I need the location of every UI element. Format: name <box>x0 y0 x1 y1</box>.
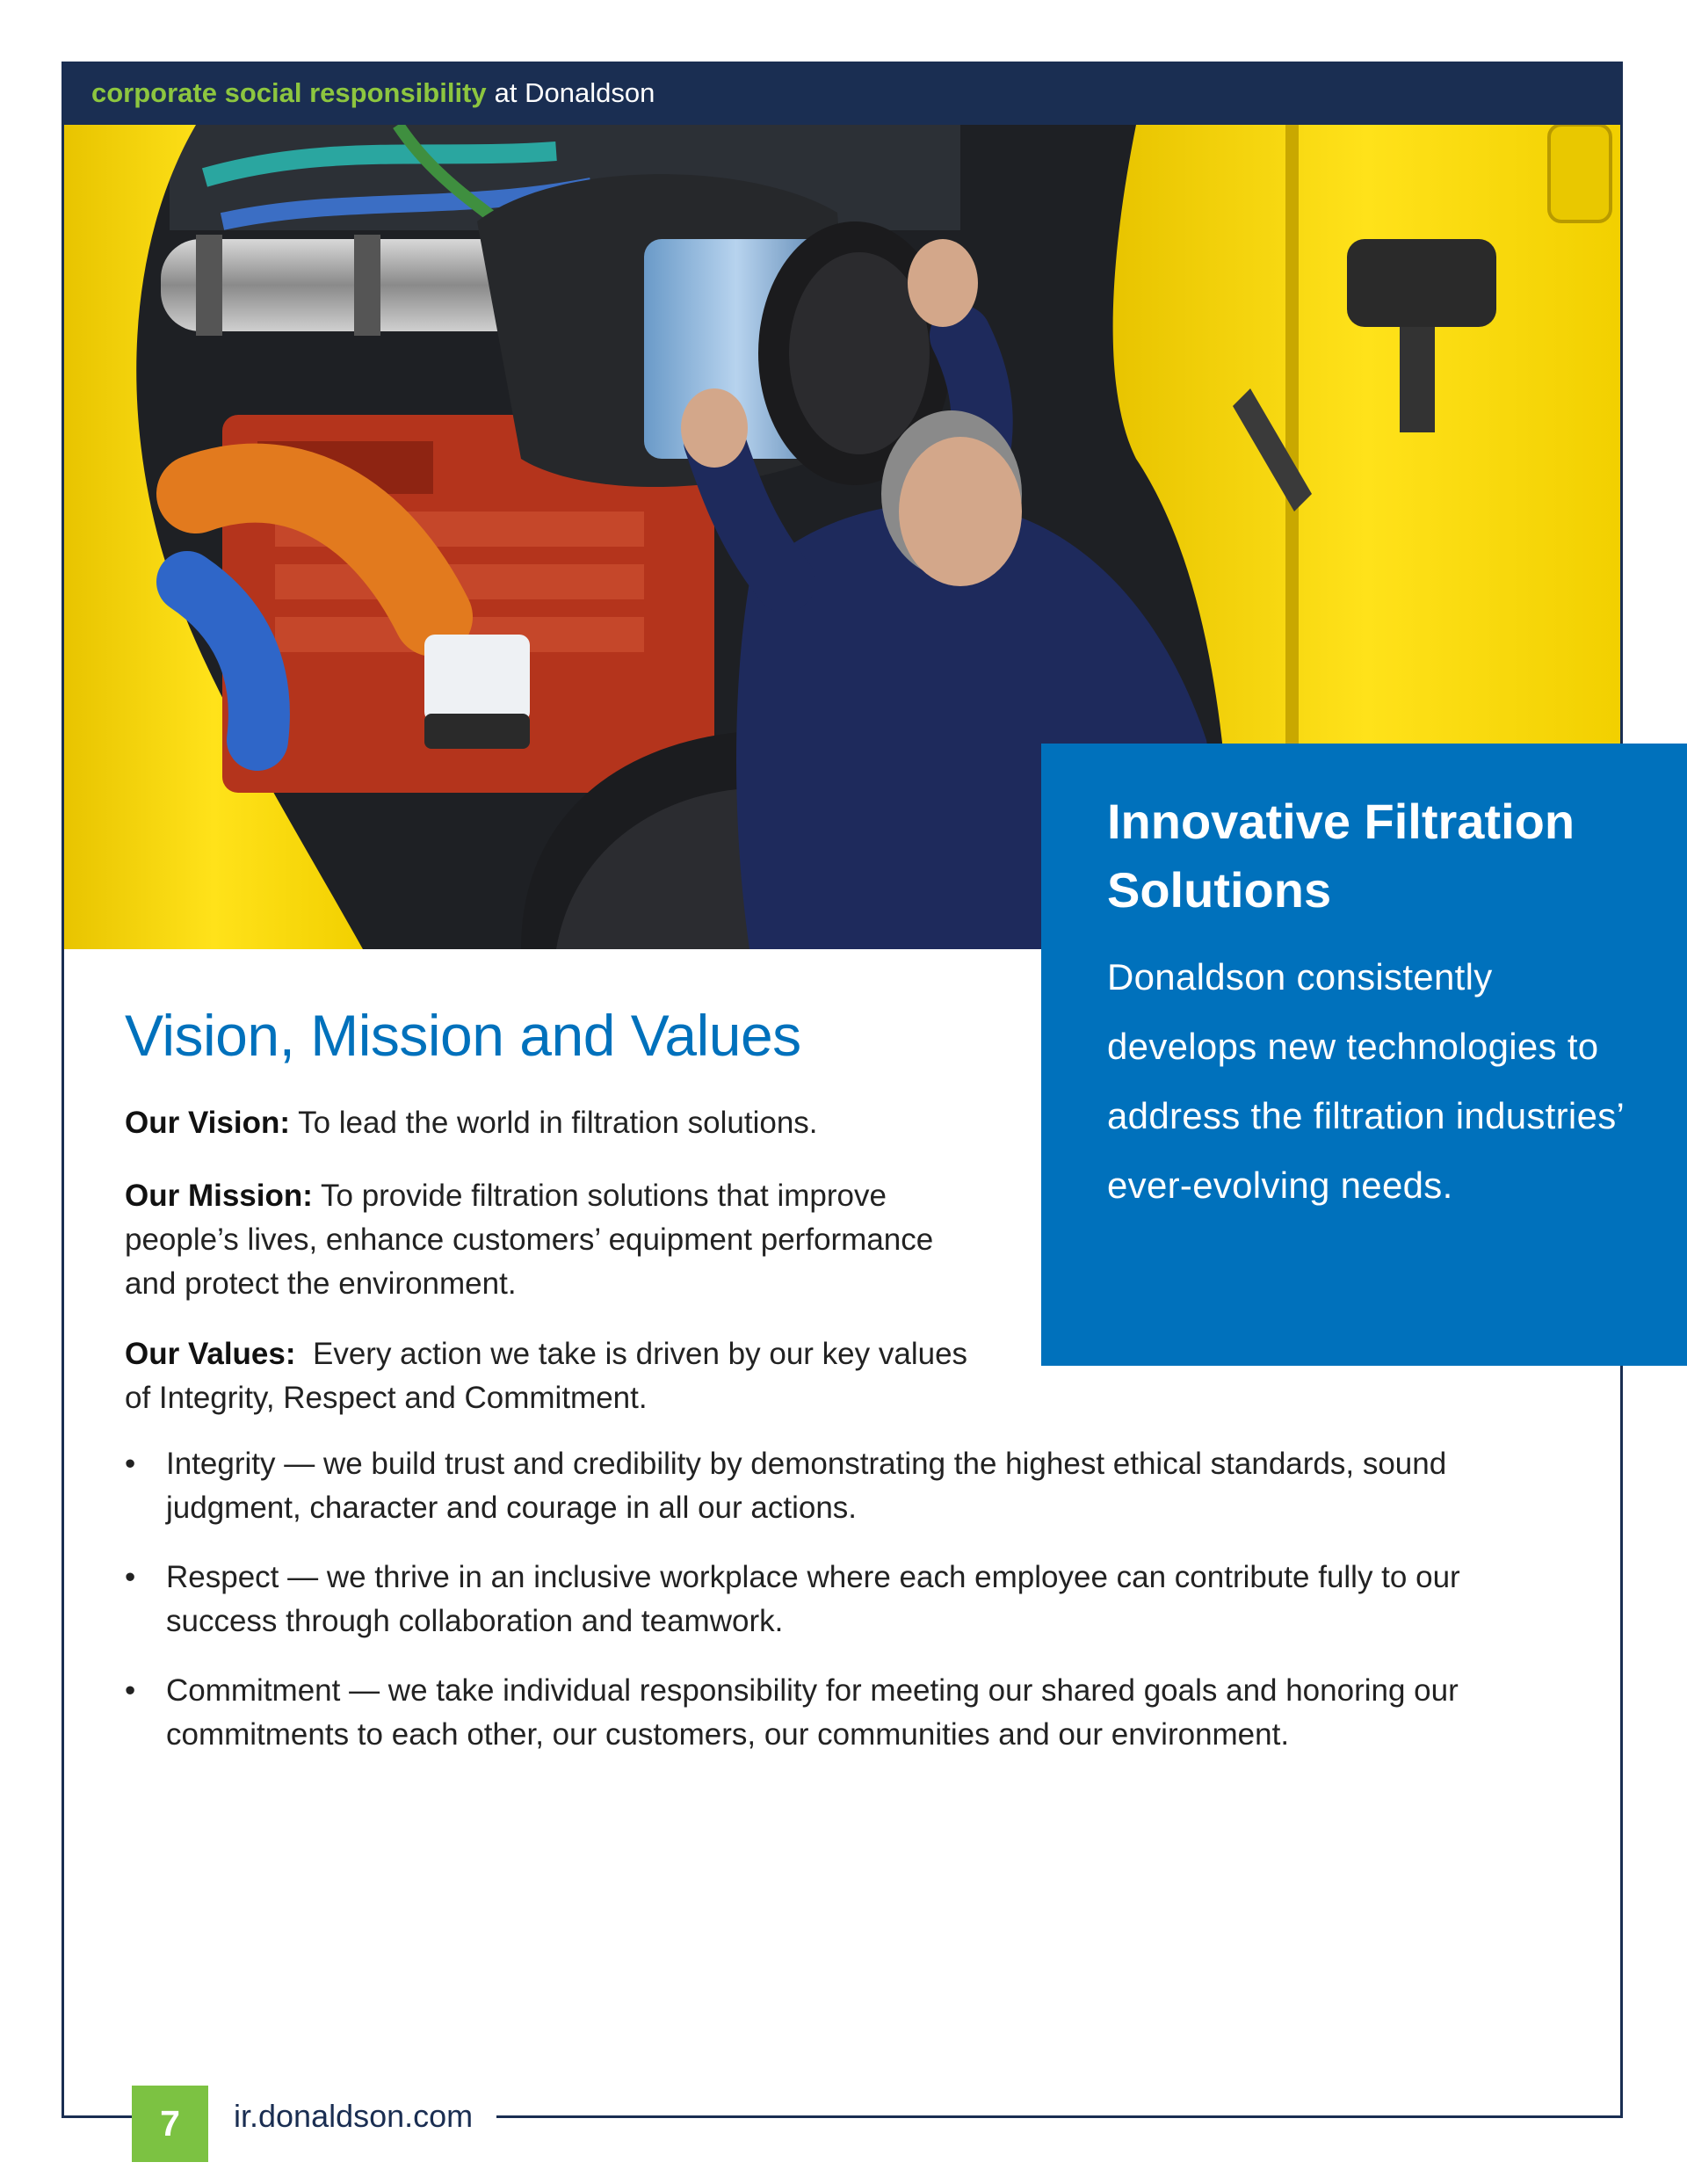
bullet-icon: • <box>125 1447 136 1481</box>
mission-label: Our Mission: <box>125 1179 313 1213</box>
header-title-rest: at Donaldson <box>494 77 655 108</box>
header-title-bold: corporate social responsibility <box>91 77 487 108</box>
list-item <box>125 1442 1566 1530</box>
values-paragraph <box>125 1332 986 1420</box>
innovation-callout <box>1041 744 1687 1366</box>
callout-title: Innovative Filtration Solutions <box>1107 794 1575 918</box>
mission-text: To provide filtration solutions that improve people’s lives, enhance customers’ equipment performance and protect the environment. <box>125 1179 934 1301</box>
values-label: Our Values: <box>125 1337 296 1371</box>
list-item <box>125 1556 1566 1643</box>
header-bar <box>62 62 1623 125</box>
list-item-text: Respect — we thrive in an inclusive workplace where each employee can contribute fully to our success through collaboration and teamwork. <box>166 1560 1460 1638</box>
bullet-icon: • <box>125 1673 136 1708</box>
values-list <box>125 1442 1566 1782</box>
page-number: 7 <box>132 2086 208 2162</box>
list-item <box>125 1669 1566 1757</box>
section-title: Vision, Mission and Values <box>125 1003 801 1068</box>
mission-paragraph <box>125 1174 986 1306</box>
values-text: Every action we take is driven by our key values of Integrity, Respect and Commitment. <box>125 1337 976 1415</box>
vision-label: Our Vision: <box>125 1106 290 1140</box>
bullet-icon: • <box>125 1560 136 1594</box>
list-item-text: Integrity — we build trust and credibility by demonstrating the highest ethical standards, sound judgment, character and courage in all our actions. <box>166 1447 1447 1525</box>
list-item-text: Commitment — we take individual responsibility for meeting our shared goals and honoring our commitments to each other, our customers, our communities and our environment. <box>166 1673 1459 1752</box>
vision-paragraph <box>125 1101 1012 1145</box>
callout-body: Donaldson consistently develops new technologies to address the filtration industries’ ever-evolving needs. <box>1107 956 1624 1206</box>
vision-text: To lead the world in filtration solutions. <box>290 1106 818 1140</box>
page-frame-bottom <box>496 2115 1623 2118</box>
footer-link[interactable]: ir.donaldson.com <box>223 2098 483 2135</box>
page-frame-bottom <box>62 2115 132 2118</box>
